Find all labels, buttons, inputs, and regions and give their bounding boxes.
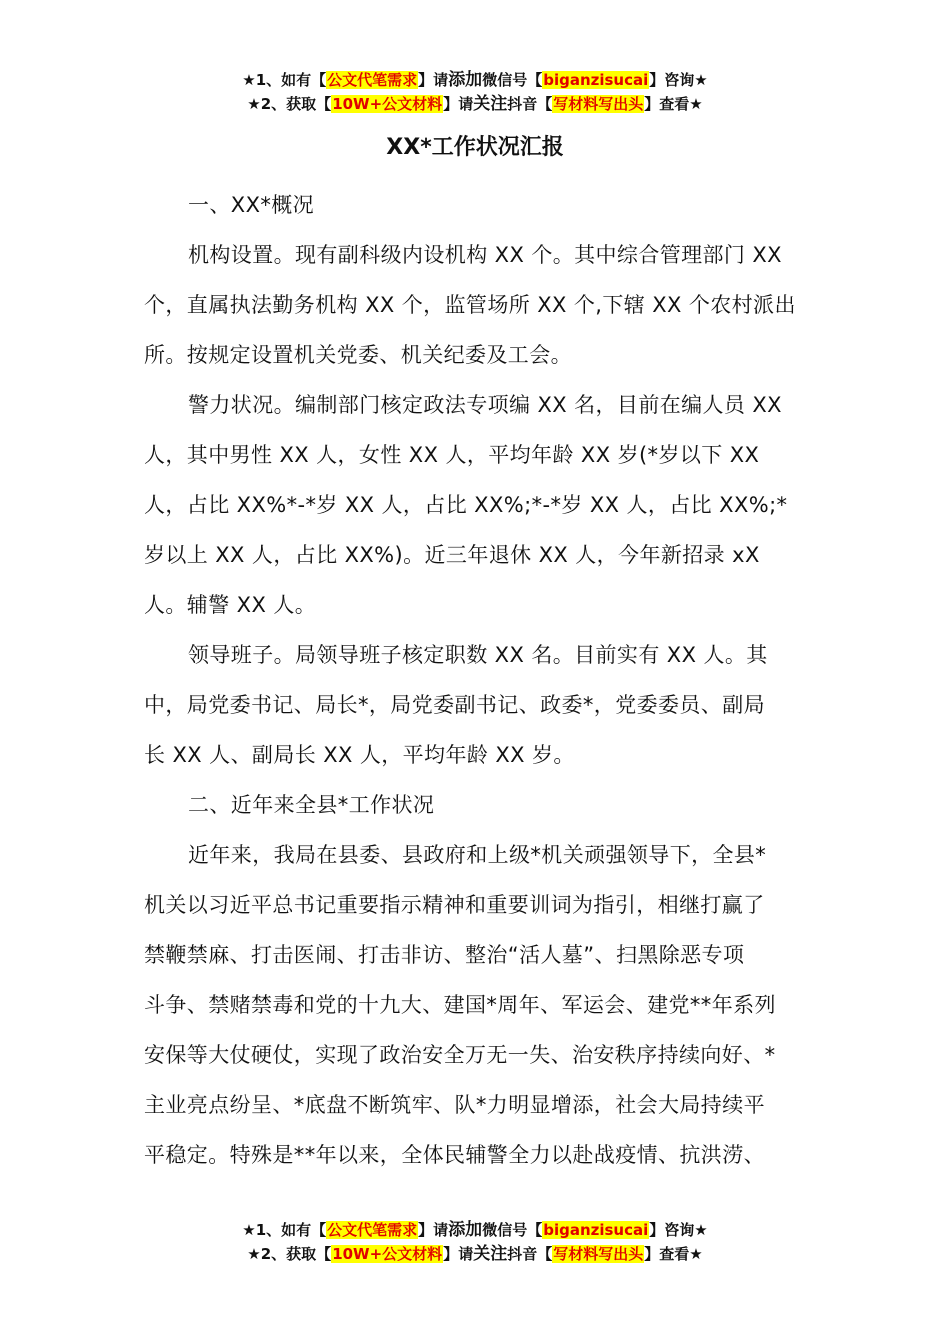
banner-text: 】请 <box>418 1221 449 1239</box>
banner-text: 添加 <box>448 70 483 90</box>
highlight-wechat-id: biganzisucai <box>543 71 649 89</box>
banner-text: 关注 <box>473 94 508 114</box>
banner-text: 】请 <box>443 95 474 113</box>
banner-text: 微信号【 <box>482 71 543 89</box>
text-line: 中，局党委书记、局长*，局党委副书记、政委*，党委委员、副局 <box>144 693 765 717</box>
text-line: 安保等大仗硬仗，实现了政治安全万无一失、治安秩序持续向好、* <box>144 1043 776 1067</box>
banner-text: 】查看★ <box>644 1245 703 1263</box>
text-line: 主业亮点纷呈、*底盘不断筑牢、队*力明显增添，社会大局持续平 <box>144 1093 765 1117</box>
text-line: 领导班子。局领导班子核定职数 XX 名。目前实有 XX 人。其 <box>188 643 768 667</box>
banner-text: 微信号【 <box>482 1221 543 1239</box>
banner-text: 】请 <box>418 71 449 89</box>
text-line: 近年来，我局在县委、县政府和上级*机关顽强领导下，全县* <box>188 843 767 867</box>
banner-line-2 <box>0 1242 950 1266</box>
text-line: 二、近年来全县*工作状况 <box>188 793 435 817</box>
highlight-ghostwriting: 公文代笔需求 <box>327 1221 418 1239</box>
highlight-ghostwriting: 公文代笔需求 <box>327 71 418 89</box>
banner-text: ★2、获取【 <box>247 1245 332 1263</box>
paragraph-leadership <box>144 630 806 780</box>
banner-line-1 <box>0 68 950 92</box>
text-line: 警力状况。编制部门核定政法专项编 XX 名，目前在编人员 XX <box>188 393 782 417</box>
banner-text: 】请 <box>443 1245 474 1263</box>
document-body <box>144 180 806 1180</box>
text-line: 斗争、禁赌禁毒和党的十九大、建国*周年、军运会、建党**年系列 <box>144 993 776 1017</box>
text-line: 人。辅警 XX 人。 <box>144 593 317 617</box>
document-title: XX*工作状况汇报 <box>386 135 564 160</box>
text-line: 平稳定。特殊是**年以来，全体民辅警全力以赴战疫情、抗洪涝、 <box>144 1143 765 1167</box>
banner-text: 抖音【 <box>507 95 553 113</box>
section-heading-1 <box>144 180 806 230</box>
highlight-materials: 10W+公文材料 <box>332 1245 443 1263</box>
banner-text: 添加 <box>448 1220 483 1240</box>
paragraph-recent-work <box>144 830 806 1180</box>
text-line: 长 XX 人、副局长 XX 人，平均年龄 XX 岁。 <box>144 743 575 767</box>
banner-text: 】查看★ <box>644 95 703 113</box>
highlight-wechat-id: biganzisucai <box>543 1221 649 1239</box>
banner-line-1 <box>0 1218 950 1242</box>
banner-text: 关注 <box>473 1244 508 1264</box>
text-line: 个，直属执法勤务机构 XX 个，监管场所 XX 个,下辖 XX 个农村派出 <box>144 293 796 317</box>
text-line: 岁以上 XX 人，占比 XX%)。近三年退休 XX 人，今年新招录 xX <box>144 543 760 567</box>
banner-text: 】咨询★ <box>649 71 708 89</box>
text-line: 所。按规定设置机关党委、机关纪委及工会。 <box>144 343 572 367</box>
banner-line-2 <box>0 92 950 116</box>
text-line: 机关以习近平总书记重要指示精神和重要训词为指引，相继打赢了 <box>144 893 765 917</box>
highlight-douyin: 写材料写出头 <box>553 1245 644 1263</box>
footer-banner <box>0 1218 950 1266</box>
banner-text: 】咨询★ <box>649 1221 708 1239</box>
banner-text: ★1、如有【 <box>242 71 327 89</box>
highlight-douyin: 写材料写出头 <box>553 95 644 113</box>
text-line: 人，其中男性 XX 人，女性 XX 人，平均年龄 XX 岁(*岁以下 XX <box>144 443 760 467</box>
paragraph-organization <box>144 230 806 380</box>
text-line: 人，占比 XX%*-*岁 XX 人，占比 XX%;*-*岁 XX 人，占比 XX%;* <box>144 493 788 517</box>
section-heading-2 <box>144 780 806 830</box>
text-line: 机构设置。现有副科级内设机构 XX 个。其中综合管理部门 XX <box>188 243 782 267</box>
banner-text: ★2、获取【 <box>247 95 332 113</box>
header-banner <box>0 68 950 116</box>
banner-text: ★1、如有【 <box>242 1221 327 1239</box>
text-line: 一、XX*概况 <box>188 193 315 217</box>
highlight-materials: 10W+公文材料 <box>332 95 443 113</box>
banner-text: 抖音【 <box>507 1245 553 1263</box>
text-line: 禁鞭禁麻、打击医闹、打击非访、整治“活人墓”、扫黑除恶专项 <box>144 943 745 967</box>
paragraph-police-force <box>144 380 806 630</box>
